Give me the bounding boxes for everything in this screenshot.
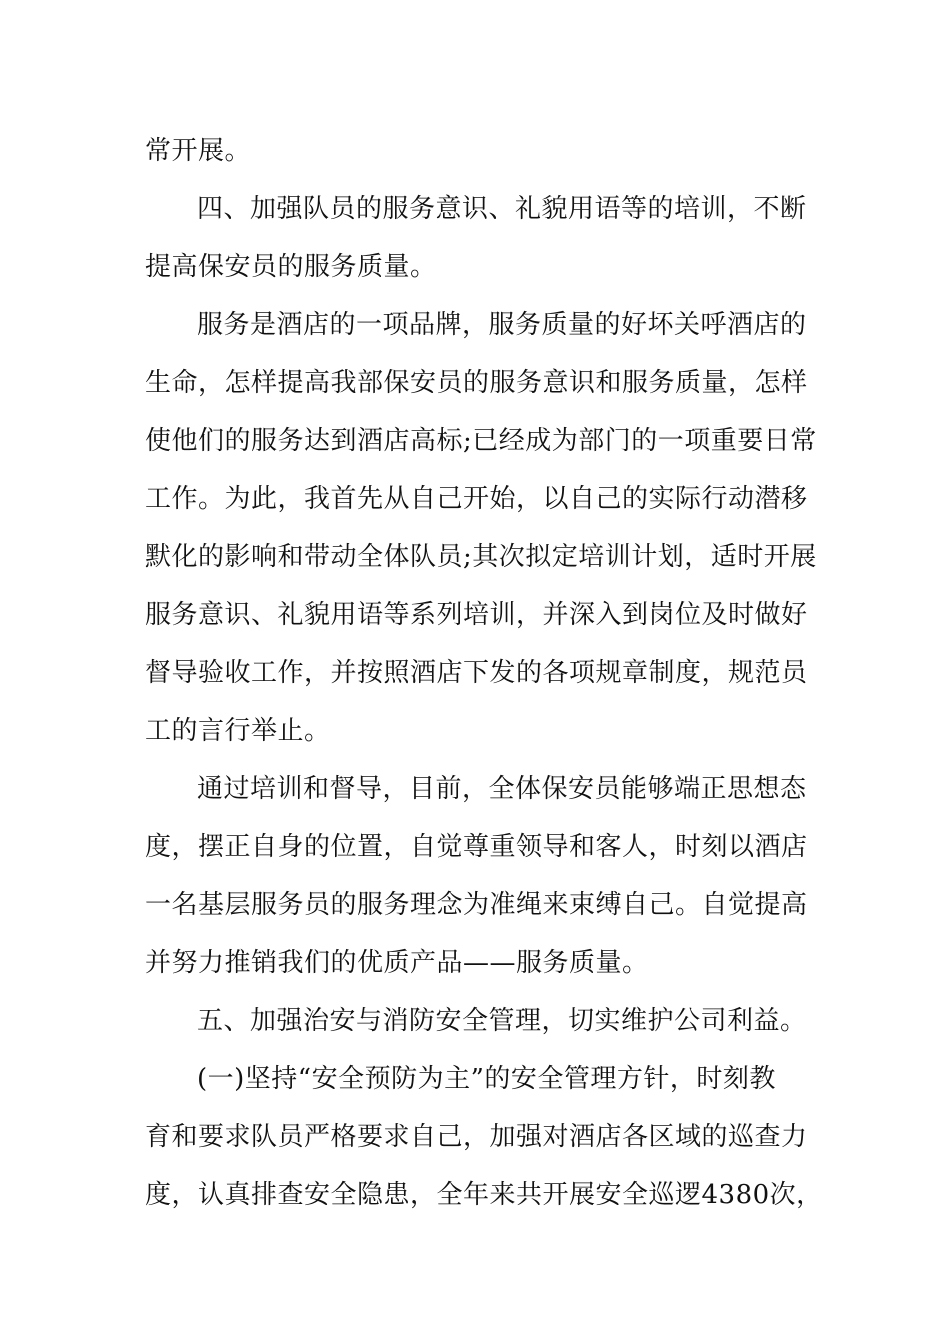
text-line: 督导验收工作，并按照酒店下发的各项规章制度，规范员 xyxy=(145,658,808,688)
text-line: 育和要求队员严格要求自己，加强对酒店各区域的巡查力 xyxy=(145,1122,808,1152)
text-line: 通过培训和督导，目前，全体保安员能够端正思想态 xyxy=(197,774,807,804)
text-line: 工的言行举止。 xyxy=(145,716,331,746)
text-line: 度，摆正自身的位置，自觉尊重领导和客人，时刻以酒店 xyxy=(145,832,808,862)
text-line: 常开展。 xyxy=(145,136,252,166)
section-heading: 五、加强治安与消防安全管理，切实维护公司利益。 xyxy=(197,1006,807,1036)
text-line: 度，认真排查安全隐患，全年来共开展安全巡逻4380次， xyxy=(145,1180,823,1210)
text-line: 一名基层服务员的服务理念为准绳来束缚自己。自觉提高 xyxy=(145,890,808,920)
text-line: 使他们的服务达到酒店高标;已经成为部门的一项重要日常 xyxy=(145,426,817,456)
text-line: 服务是酒店的一项品牌，服务质量的好坏关呼酒店的 xyxy=(197,310,807,340)
text-line: 提高保安员的服务质量。 xyxy=(145,252,437,282)
text-line: (一)坚持“安全预防为主”的安全管理方针，时刻教 xyxy=(197,1064,776,1094)
text-line: 生命，怎样提高我部保安员的服务意识和服务质量，怎样 xyxy=(145,368,808,398)
section-heading: 四、加强队员的服务意识、礼貌用语等的培训，不断 xyxy=(197,194,807,224)
text-line: 并努力推销我们的优质产品——服务质量。 xyxy=(145,948,649,978)
text-line: 工作。为此，我首先从自己开始，以自己的实际行动潜移 xyxy=(145,484,808,514)
text-line: 默化的影响和带动全体队员;其次拟定培训计划，适时开展 xyxy=(145,542,817,572)
text-line: 服务意识、礼貌用语等系列培训，并深入到岗位及时做好 xyxy=(145,600,808,630)
